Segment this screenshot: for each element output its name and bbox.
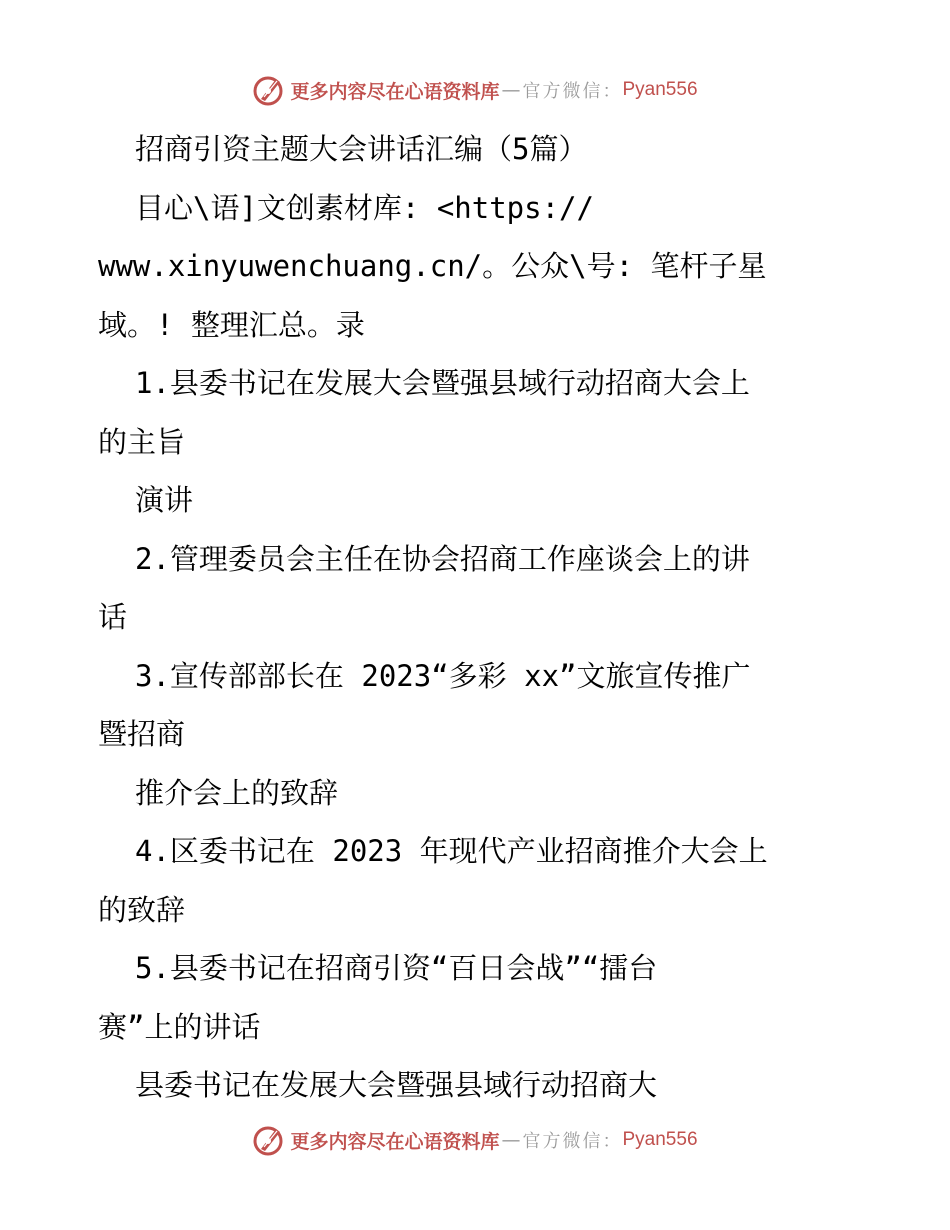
toc-item-continuation: 演讲 [135,483,194,517]
toc-item: 3.宣传部部长在 2023“多彩 xx”文旅宣传推广 [135,658,751,693]
toc-item-continuation: 的主旨 [98,424,186,459]
header-wechat-label: 官方微信： [522,81,623,102]
footer-banner-text: 更多内容尽在心语资料库 [290,1130,500,1153]
toc-item-continuation: 话 [98,600,128,634]
toc-item-continuation: 暨招商 [98,717,186,751]
footer-banner-dash: — [501,1129,521,1151]
toc-item-continuation: 推介会上的致辞 [135,775,339,810]
document-title: 招商引资主题大会讲话汇编（5篇） [135,132,588,166]
footer-wechat-label: 官方微信： [522,1131,623,1152]
section-heading: 县委书记在发展大会暨强县域行动招商大 [135,1068,658,1102]
toc-item: 2.管理委员会主任在协会招商工作座谈会上的讲 [135,541,750,576]
quill-pen-circle-icon [252,73,286,107]
toc-item: 1.县委书记在发展大会暨强县域行动招商大会上 [135,366,750,400]
footer-wechat-id: Pyan556 [622,1129,698,1150]
toc-item: 5.县委书记在招商引资“百日会战”“擂台 [135,951,658,985]
document-body [98,120,858,1115]
text-line: www.xinyuwenchuang.cn/。公众\号: 笔杆子星 [98,249,767,283]
text-line: 目心\语]文创素材库: <https:// [135,190,594,225]
footer-banner [0,1120,950,1160]
toc-item-continuation: 的致辞 [98,892,186,927]
header-banner-dash: — [501,79,521,101]
header-wechat-id: Pyan556 [622,79,698,100]
toc-item: 4.区委书记在 2023 年现代产业招商推介大会上 [135,834,768,868]
text-line: 域。! 整理汇总。录 [98,307,365,342]
quill-pen-circle-icon [252,1123,286,1157]
header-banner-text: 更多内容尽在心语资料库 [290,80,500,103]
toc-item-continuation: 赛”上的讲话 [98,1009,261,1044]
header-banner [0,70,950,110]
